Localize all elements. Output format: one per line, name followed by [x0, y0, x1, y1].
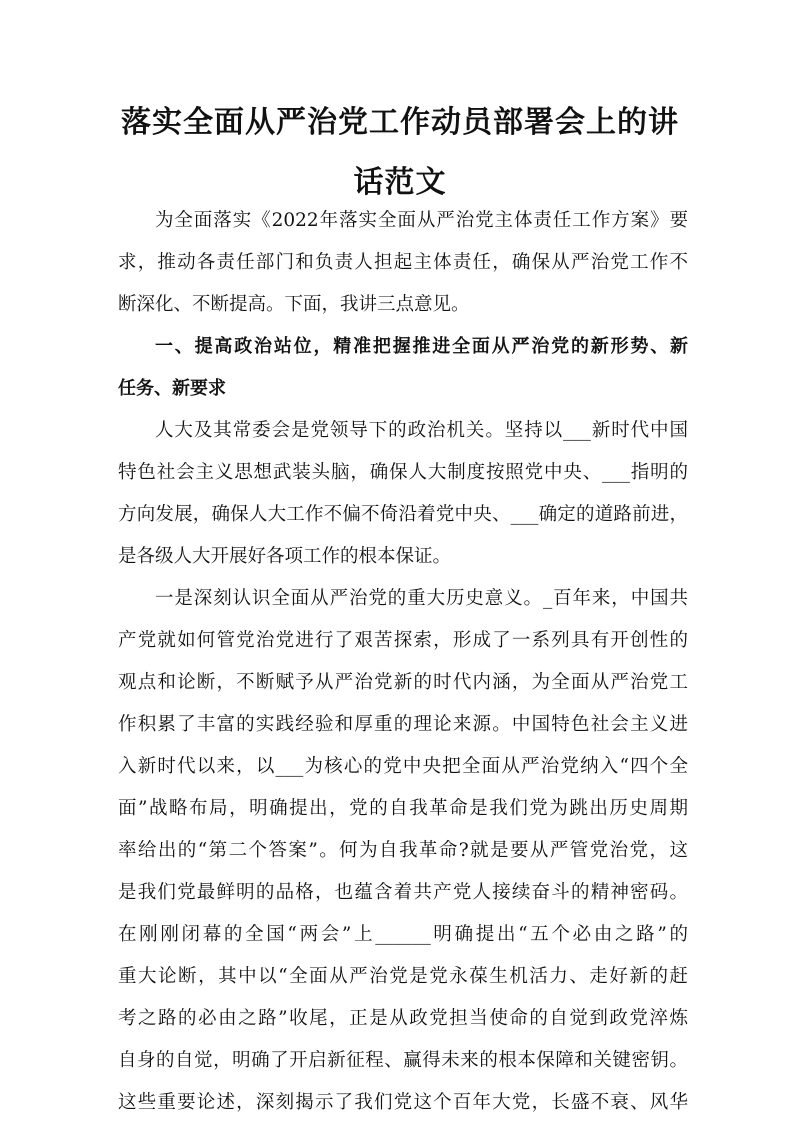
document-body — [118, 200, 688, 1124]
paragraph-history — [118, 578, 688, 1124]
text-line: 入新时代以来，以___为核心的党中央把全面从严治党纳入“四个全 — [118, 756, 688, 777]
text-line: 考之路的必由之路”收尾，正是从政党担当使命的自觉到政党淬炼 — [118, 1008, 688, 1029]
paragraph-intro — [118, 200, 688, 326]
text-line: 在刚刚闭幕的全国“两会”上______明确提出“五个必由之路”的 — [118, 924, 688, 945]
text-line: 是我们党最鲜明的品格，也蕴含着共产党人接续奋斗的精神密码。 — [118, 882, 688, 903]
document-title-line-2: 话范文 — [353, 165, 447, 200]
document-title-line-1: 落实全面从严治党工作动员部署会上的讲 — [121, 105, 679, 140]
text-line: 面”战略布局，明确提出，党的自我革命是我们党为跳出历史周期 — [118, 798, 688, 819]
text-line: 产党就如何管党治党进行了艰苦探索，形成了一系列具有开创性的 — [118, 630, 688, 651]
text-line: 特色社会主义思想武装头脑，确保人大制度按照党中央、___指明的 — [118, 462, 688, 483]
text-line: 观点和论断，不断赋予从严治党新的时代内涵，为全面从严治党工 — [118, 672, 688, 693]
text-line: 为全面落实《2022年落实全面从严治党主体责任工作方案》要 — [155, 210, 688, 231]
heading-line: 任务、新要求 — [118, 378, 226, 399]
text-line: 方向发展，确保人大工作不偏不倚沿着党中央、___确定的道路前进， — [118, 504, 688, 525]
text-line: 率给出的“第二个答案”。何为自我革命?就是要从严管党治党，这 — [118, 840, 688, 861]
text-line: 这些重要论述，深刻揭示了我们党这个百年大党，长盛不衰、风华 — [118, 1092, 688, 1113]
heading-line: 一、提高政治站位，精准把握推进全面从严治党的新形势、新 — [155, 336, 688, 357]
text-line: 一是深刻认识全面从严治党的重大历史意义。_百年来，中国共 — [155, 588, 688, 609]
text-line: 人大及其常委会是党领导下的政治机关。坚持以___新时代中国 — [155, 420, 688, 441]
text-line: 重大论断，其中以“全面从严治党是党永葆生机活力、走好新的赶 — [118, 966, 688, 987]
text-line: 是各级人大开展好各项工作的根本保证。 — [118, 546, 452, 567]
text-line: 作积累了丰富的实践经验和厚重的理论来源。中国特色社会主义进 — [118, 714, 688, 735]
paragraph-npc — [118, 410, 688, 578]
section-heading — [118, 326, 688, 410]
text-line: 自身的自觉，明确了开启新征程、赢得未来的根本保障和关键密钥。 — [118, 1050, 688, 1071]
text-line: 求，推动各责任部门和负责人担起主体责任，确保从严治党工作不 — [118, 252, 688, 273]
text-line: 断深化、不断提高。下面，我讲三点意见。 — [118, 294, 470, 315]
